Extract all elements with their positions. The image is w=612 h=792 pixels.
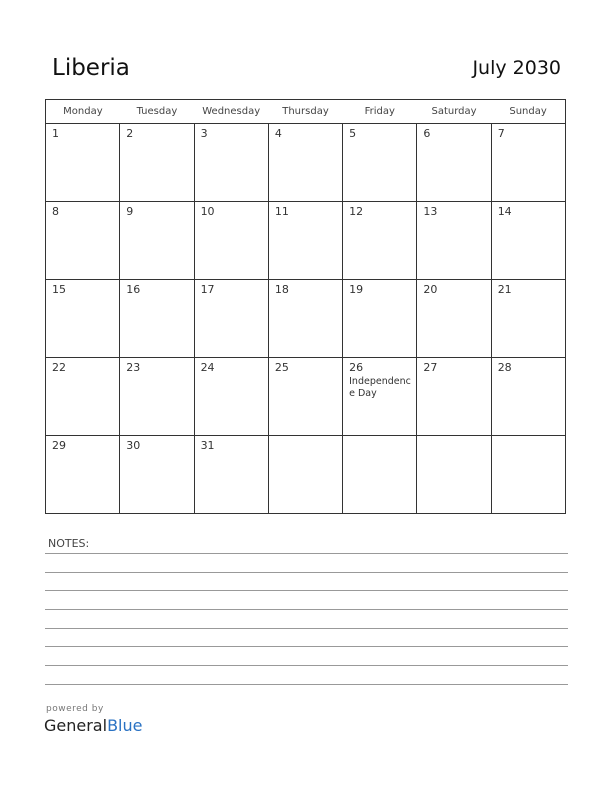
week-row	[46, 124, 566, 202]
day-cell	[194, 202, 268, 280]
day-cell	[343, 202, 417, 280]
weekday-header: Friday	[343, 100, 417, 124]
day-cell	[268, 280, 342, 358]
day-number: 31	[200, 439, 215, 452]
weekday-header: Monday	[46, 100, 120, 124]
day-cell	[194, 358, 268, 436]
day-cell	[268, 124, 342, 202]
day-cell	[120, 280, 194, 358]
day-number: 20	[423, 283, 438, 296]
day-number: 25	[274, 361, 289, 374]
weekday-header-row	[46, 100, 566, 124]
note-line	[45, 628, 568, 629]
week-row	[46, 358, 566, 436]
day-number: 27	[423, 361, 438, 374]
day-number: 3	[200, 127, 208, 140]
day-cell	[417, 436, 491, 514]
day-cell	[268, 358, 342, 436]
day-number: 19	[349, 283, 364, 296]
day-cell	[343, 436, 417, 514]
day-cell	[194, 436, 268, 514]
day-cell	[120, 124, 194, 202]
brand-general-text: General	[44, 716, 108, 735]
day-number: 9	[126, 205, 134, 218]
day-cell	[120, 436, 194, 514]
weekday-header: Tuesday	[120, 100, 194, 124]
weekday-header: Sunday	[491, 100, 565, 124]
generalblue-logo	[44, 716, 142, 735]
week-row	[46, 202, 566, 280]
day-number: 1	[52, 127, 59, 140]
day-number: 5	[349, 127, 357, 140]
day-cell	[46, 202, 120, 280]
day-number: 16	[126, 283, 141, 296]
day-cell	[417, 280, 491, 358]
day-cell	[120, 202, 194, 280]
powered-by-text: powered by	[46, 704, 104, 714]
note-line	[45, 609, 568, 610]
day-number: 2	[126, 127, 134, 140]
note-line	[45, 590, 568, 591]
note-line	[45, 572, 568, 573]
week-row	[46, 280, 566, 358]
day-number: 11	[274, 205, 289, 218]
note-line	[45, 684, 568, 685]
day-cell	[491, 436, 565, 514]
day-number: 14	[497, 205, 512, 218]
day-number: 4	[274, 127, 282, 140]
holiday-label: Independence Day	[349, 376, 411, 399]
day-number: 18	[274, 283, 289, 296]
calendar-grid	[45, 99, 566, 514]
day-cell	[268, 436, 342, 514]
day-number: 17	[200, 283, 215, 296]
day-cell	[343, 280, 417, 358]
note-line	[45, 665, 568, 666]
day-cell	[417, 124, 491, 202]
day-cell	[194, 124, 268, 202]
day-cell	[46, 280, 120, 358]
day-cell	[491, 280, 565, 358]
day-number: 12	[349, 205, 364, 218]
weekday-header: Thursday	[268, 100, 342, 124]
day-number: 13	[423, 205, 438, 218]
day-cell	[46, 436, 120, 514]
day-number: 26	[349, 361, 364, 374]
brand-blue-text: Blue	[107, 716, 143, 735]
day-cell	[194, 280, 268, 358]
month-year-title: July 2030	[472, 57, 561, 79]
day-number: 30	[126, 439, 141, 452]
day-cell	[46, 124, 120, 202]
day-number: 6	[423, 127, 431, 140]
day-cell	[268, 202, 342, 280]
day-number: 21	[497, 283, 512, 296]
day-cell	[417, 202, 491, 280]
weekday-header: Wednesday	[194, 100, 268, 124]
week-row	[46, 436, 566, 514]
day-number: 15	[52, 283, 66, 296]
day-number: 23	[126, 361, 141, 374]
day-number: 28	[497, 361, 512, 374]
note-line	[45, 646, 568, 647]
day-number: 8	[52, 205, 59, 218]
day-number: 24	[200, 361, 215, 374]
day-number: 22	[52, 361, 66, 374]
notes-label: NOTES:	[48, 537, 90, 550]
country-title: Liberia	[52, 55, 130, 81]
day-number: 29	[52, 439, 66, 452]
day-cell	[343, 124, 417, 202]
day-cell	[343, 358, 417, 436]
day-cell	[491, 358, 565, 436]
day-number: 7	[497, 127, 505, 140]
day-cell	[417, 358, 491, 436]
note-line	[45, 553, 568, 554]
day-cell	[491, 202, 565, 280]
day-number: 10	[200, 205, 215, 218]
day-cell	[120, 358, 194, 436]
day-cell	[491, 124, 565, 202]
day-cell	[46, 358, 120, 436]
weekday-header: Saturday	[417, 100, 491, 124]
